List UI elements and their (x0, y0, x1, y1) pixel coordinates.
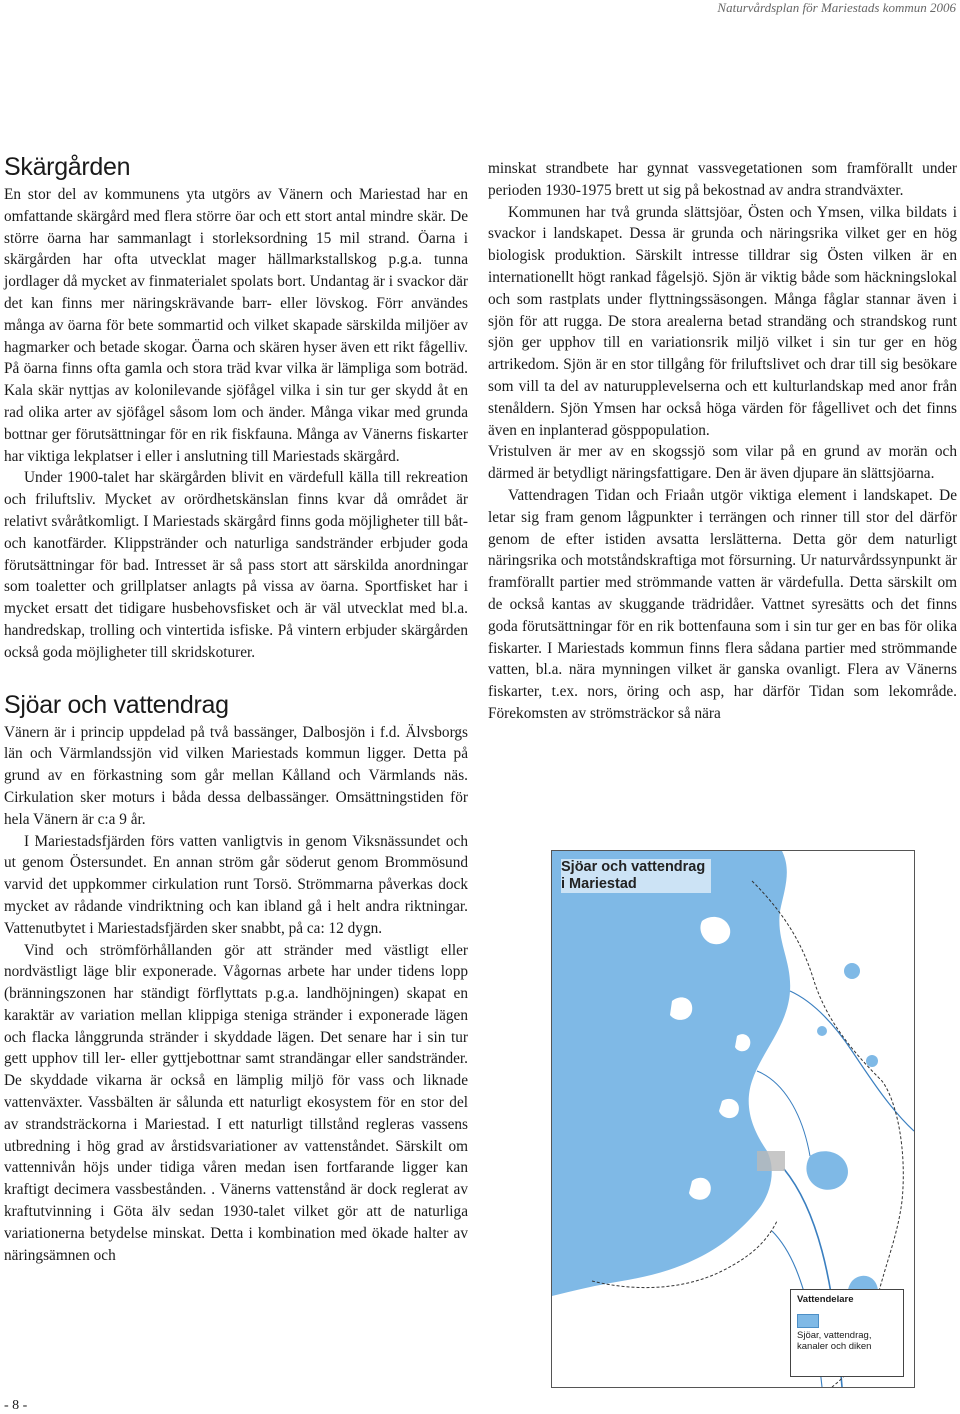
small-lake (844, 963, 860, 979)
river (757, 1071, 810, 1156)
paragraph: minskat strandbete har gynnat vassvegetationen som framförallt under perioden 1930-1975 brett ut sig på bekostnad av andra strandväxter. (488, 160, 957, 199)
small-lake (817, 1026, 827, 1036)
town-mariestad (757, 1151, 785, 1171)
paragraph: Vind och strömförhållanden gör att stränder med västligt eller nordvästligt läge blir exponerade. Vågornas arbete har under tidens lopp (bränningszonen har ständigt förflyttats p.g.a. landhöjningen) skapat en karaktär av variation mellan klippiga steniga stränder i exponerade lägen och flacka långgrunda stränder i skyddade lägen. Det senare har i sin tur gett upphov till ler- eller gyttjebottnar samt strandängar eller sandstränder. De skyddade vikarna är också en lämplig miljö för vass och liknade vattenväxter. Vassbälten är sålunda ett naturligt ekosystem för en stor del av strandsträckorna i Mariestad. I ett naturligt tillstånd regleras vassens utbredning i hög grad av årstidsvariationer av vattenståndet. Särskilt om vattennivån höjs under tidiga våren medan isen fortfarande ligger kan kraftigt decimera vassbestånden. . Vänerns vattenstånd är dock reglerat av kraftutvinning i Göta älv sedan 1930-talet vilket gör att de naturliga variationerna betydelse minskat. Detta i kombination med ökade halter av näringsämnen och (4, 941, 468, 1264)
left-column (4, 152, 468, 1266)
paragraph: Vänern är i princip uppdelad på två bassänger, Dalbosjön i f.d. Älvsborgs län och Värmlandssjön vid vilken Mariestads kommun ligger. Detta på grund av en förkastning som går mellan Kålland och Värmlands näs. Cirkulation sker moturs i båda dessa delbassänger. Omsättningstiden för hela Vänern är c:a 9 år. (4, 723, 468, 828)
map-figure (551, 850, 915, 1388)
paragraph: Kommunen har två grunda slättsjöar, Östen och Ymsen, vilka bildats i svackor i landskapet. Dessa är grunda och näringsrika vilket ger en hög biologisk produktion. Särskilt intresse tilldrar sig Östen vilken är en internationellt högt rankad fågelsjö. Sjön är viktig både som häckningslokal och som rastplats under flyttningssäsongen. Många fåglar stannar även i sjön för att rugga. De stora arealerna betad strandäng och strandskog runt sjön ger upphov till en variationsrik miljö vilket i sin tur ger en hög artrikedom. Sjön är en stor tillgång för friluftslivet och drar till sig besökare som vill ta del av naturupplevelserna och ett kulturlandskap med anor från stenåldern. Sjön Ymsen har också höga värden för fågellivet och det finns även en inplanterad gösppopulation. (488, 203, 957, 439)
lake-osten (806, 1151, 848, 1190)
page-number: - 8 - (4, 1398, 28, 1413)
legend-label: Sjöar, vattendrag, kanaler och diken (797, 1330, 872, 1352)
paragraph: I Mariestadsfjärden förs vatten vanligtvis in genom Viksnässundet och ut genom Östersundet. En annan ström går söderut genom Brommösund varvid det uppkommer cirkulation runt Torsö. Strömmarna påverkas dock mycket av rådande vindriktning och kan ibland gå i helt andra riktningar. Vattenutbytet i Mariestadsfjärden sker snabbt, på ca: 12 dygn. (4, 832, 468, 937)
running-header: Naturvårdsplan för Mariestads kommun 2006 (717, 0, 956, 15)
paragraph: En stor del av kommunens yta utgörs av Vänern och Mariestad har en omfattande skärgård med flera större öar och ett stort antal mindre skär. De större öarna har sammanlagt i storleksordning 15 mil strand. Öarna i skärgården har ofta utvecklat mager hällmarkstallskog p.g.a. tunna jordlager då mycket av finmaterialet spolats bort. Undantag är i svackor där det kan finns mer näringskrävande barr- eller lövskog. Förr användes många av öarna för bete sommartid och vilket skapade särskilda miljöer av hagmarker och betade skogar. Öarna och skären hyser även ett rikt fågelliv. På öarna finns ofta gamla och stora träd kvar vilka är lämpliga som boträd. Kala skär nyttjas av kolonilevande sjöfågel vilka i sin tur ger skydd åt en rad olika arter av sjöfågel såsom lom och änder. Många vikar med grunda bottnar ger förutsättningar för en rik fiskfauna. Många av Vänerns fiskarter har viktiga lekplatser i eller i anslutning till Mariestads skärgård. (4, 186, 468, 465)
right-column (488, 158, 957, 725)
paragraph: Under 1900-talet har skärgården blivit en värdefull källa till rekreation och friluftsliv. Mycket av orördhetskänslan finns kvar då området är relativt svåråtkomligt. I Mariestads skärgård finns goda möjligheter till båt- och kanotfärder. Klippstränder och naturliga sandstränder erbjuder goda förutsättningar för bad. Intresset är så pass stort att särskilda anordningar som toaletter och grillplatser anlagts på vissa av öarna. Sportfisket har i mycket ersatt det tidigare husbehovsfisket och är väl utvecklat med bl.a. handredskap, trolling och vintertida isfiske. På vintern erbjuder skärgården också goda möjligheter till skridskoturer. (4, 469, 468, 661)
map-title: Sjöar och vattendrag i Mariestad (561, 859, 711, 893)
island (689, 1178, 711, 1200)
section-heading-skargarden: Skärgården (4, 153, 131, 181)
legend-water-swatch (797, 1314, 819, 1328)
island (670, 997, 692, 1020)
legend-title: Vattendelare (797, 1294, 854, 1305)
map-legend (790, 1289, 904, 1377)
river (790, 991, 914, 1131)
island (735, 1034, 750, 1051)
section-heading-sjoar: Sjöar och vattendrag (4, 690, 229, 719)
paragraph: Vristulven är mer av en skogssjö som vilar på en grund av morän och därmed är betydligt näringsfattigare. Den är även djupare än slättsjöarna. (488, 443, 957, 483)
lake-vanern (552, 851, 790, 1296)
paragraph: Vattendragen Tidan och Friaån utgör viktiga element i landskapet. De letar sig fram genom lågpunkter i terrängen och rinner till stor del därför genom de efter istiden avsatta lerslätterna. Detta gör dem naturligt näringsrika och motståndskraftiga mot försurning. Ur naturvårdssynpunkt är framförallt partier med strömmande vatten är värdefulla. Detta särskilt om de också kantas av skuggande trädridåer. Vattnet syresätts och det finns goda förutsättningar för en rik bottenfauna som i sin tur ger en bas för olika fiskarter. I Mariestads kommun finns flera sådana partier med strömmande vatten, bl.a. nära mynningen vilket är ganska ovanligt. Flera av Vänerns fiskarter, t.ex. nors, öring och asp, har därför Tidan som lekområde. Förekomsten av strömsträckor så nära (488, 486, 957, 722)
island (719, 1099, 739, 1118)
small-lake (866, 1055, 878, 1067)
